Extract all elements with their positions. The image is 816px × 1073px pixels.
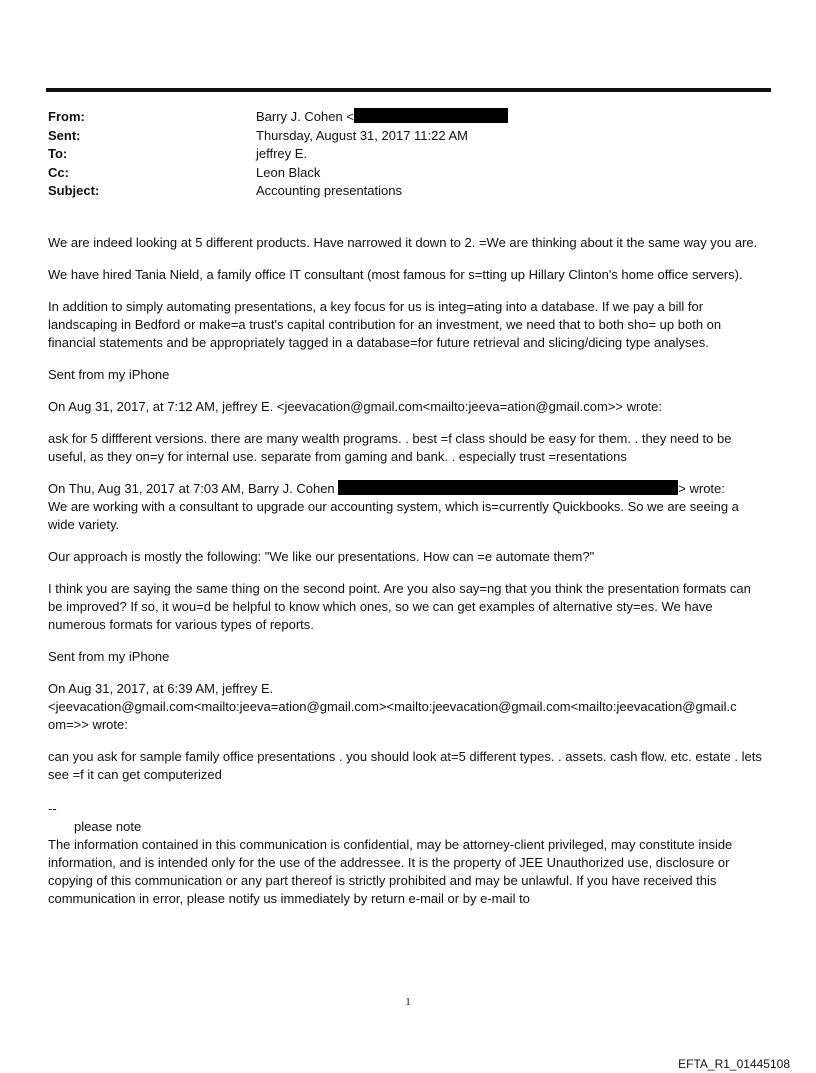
from-label: From: — [48, 109, 85, 124]
disclaimer: The information contained in this communication is confidential, may be attorney-client privileged, may constitute inside information, and is intended only for the use of the addressee. It is the property of JEE Unauthorized use, disclosure or copying of this communication or any part thereof is strictly prohibited and may be unlawful. If you have received this communication in error, please notify us immediately by return e-mail or by e-mail to — [48, 837, 733, 906]
signature-note: please note — [74, 819, 142, 834]
body-paragraph: In addition to simply automating presentations, a key focus for us is integ=ating into a database. If we pay a bill for landscaping in Bedford or make=a trust's capital contribution for an investment, we need that to both sho= up both on financial statements and be appropriately tagged in a database=for future retrieval and slicing/dicing type analyses. — [48, 299, 722, 350]
sent-from-line: Sent from my iPhone — [48, 367, 170, 382]
to-value: jeffrey E. — [256, 146, 308, 161]
quote-header-line: om=>> wrote: — [48, 717, 128, 732]
from-name: Barry J. Cohen < — [256, 109, 354, 124]
subject-row — [48, 182, 768, 201]
sent-row — [48, 127, 768, 146]
cc-row — [48, 164, 768, 183]
quote-header: On Aug 31, 2017, at 7:12 AM, jeffrey E. <jeevacation@gmail.com<mailto:jeeva=ation@gmail.com>> wrote: — [48, 399, 663, 414]
to-row — [48, 145, 768, 164]
signature-dash: -- — [48, 801, 57, 816]
header-rule — [46, 88, 771, 92]
from-row — [48, 108, 768, 127]
sent-label: Sent: — [48, 127, 81, 143]
quote-header-line: <jeevacation@gmail.com<mailto:jeeva=ation@gmail.com><mailto:jeevacation@gmail.com<mailto:jeevacation@gmail.c — [48, 699, 737, 714]
quote-header-end: > wrote: — [678, 481, 725, 496]
body-paragraph: can you ask for sample family office presentations . you should look at=5 different types. . assets. cash flow. etc. estate . lets see =f it can get computerized — [48, 749, 762, 782]
body-paragraph: We have hired Tania Nield, a family office IT consultant (most famous for s=tting up Hillary Clinton's home office servers). — [48, 267, 743, 282]
quote-header-start: On Thu, Aug 31, 2017 at 7:03 AM, Barry J. Cohen — [48, 481, 339, 496]
body-paragraph: We are indeed looking at 5 different products. Have narrowed it down to 2. =We are thinking about it the same way you are. — [48, 235, 758, 250]
redaction-box — [338, 480, 678, 495]
sent-value: Thursday, August 31, 2017 11:22 AM — [256, 127, 468, 143]
cc-label: Cc: — [48, 164, 69, 180]
body-paragraph: I think you are saying the same thing on the second point. Are you also say=ng that you think the presentation formats can be improved? If so, it wou=d be helpful to know which ones, so we can get examples of alternative sty=es. We have numerous formats for various types of reports. — [48, 581, 751, 632]
from-value — [256, 108, 508, 127]
cc-value: Leon Black — [256, 164, 321, 180]
page-number: 1 — [405, 996, 411, 1008]
body-paragraph: ask for 5 diffferent versions. there are many wealth programs. . best =f class should be easy for them. . they need to be useful, as they on=y for internal use. separate from gaming and bank. . especially trust =resentations — [48, 431, 732, 464]
body-paragraph: We are working with a consultant to upgrade our accounting system, which is=currently Quickbooks. So we are seeing a wide variety. — [48, 499, 739, 532]
document-id: EFTA_R1_01445108 — [678, 1057, 790, 1071]
sent-from-line: Sent from my iPhone — [48, 649, 170, 664]
redaction-box — [354, 108, 508, 123]
email-headers — [48, 108, 768, 201]
email-body — [48, 234, 768, 908]
quote-header — [48, 480, 768, 498]
subject-value: Accounting presentations — [256, 183, 402, 198]
subject-label: Subject: — [48, 183, 100, 198]
body-paragraph: Our approach is mostly the following: "We like our presentations. How can =e automate them?" — [48, 549, 595, 564]
to-label: To: — [48, 146, 68, 161]
quote-header-line: On Aug 31, 2017, at 6:39 AM, jeffrey E. — [48, 681, 274, 696]
